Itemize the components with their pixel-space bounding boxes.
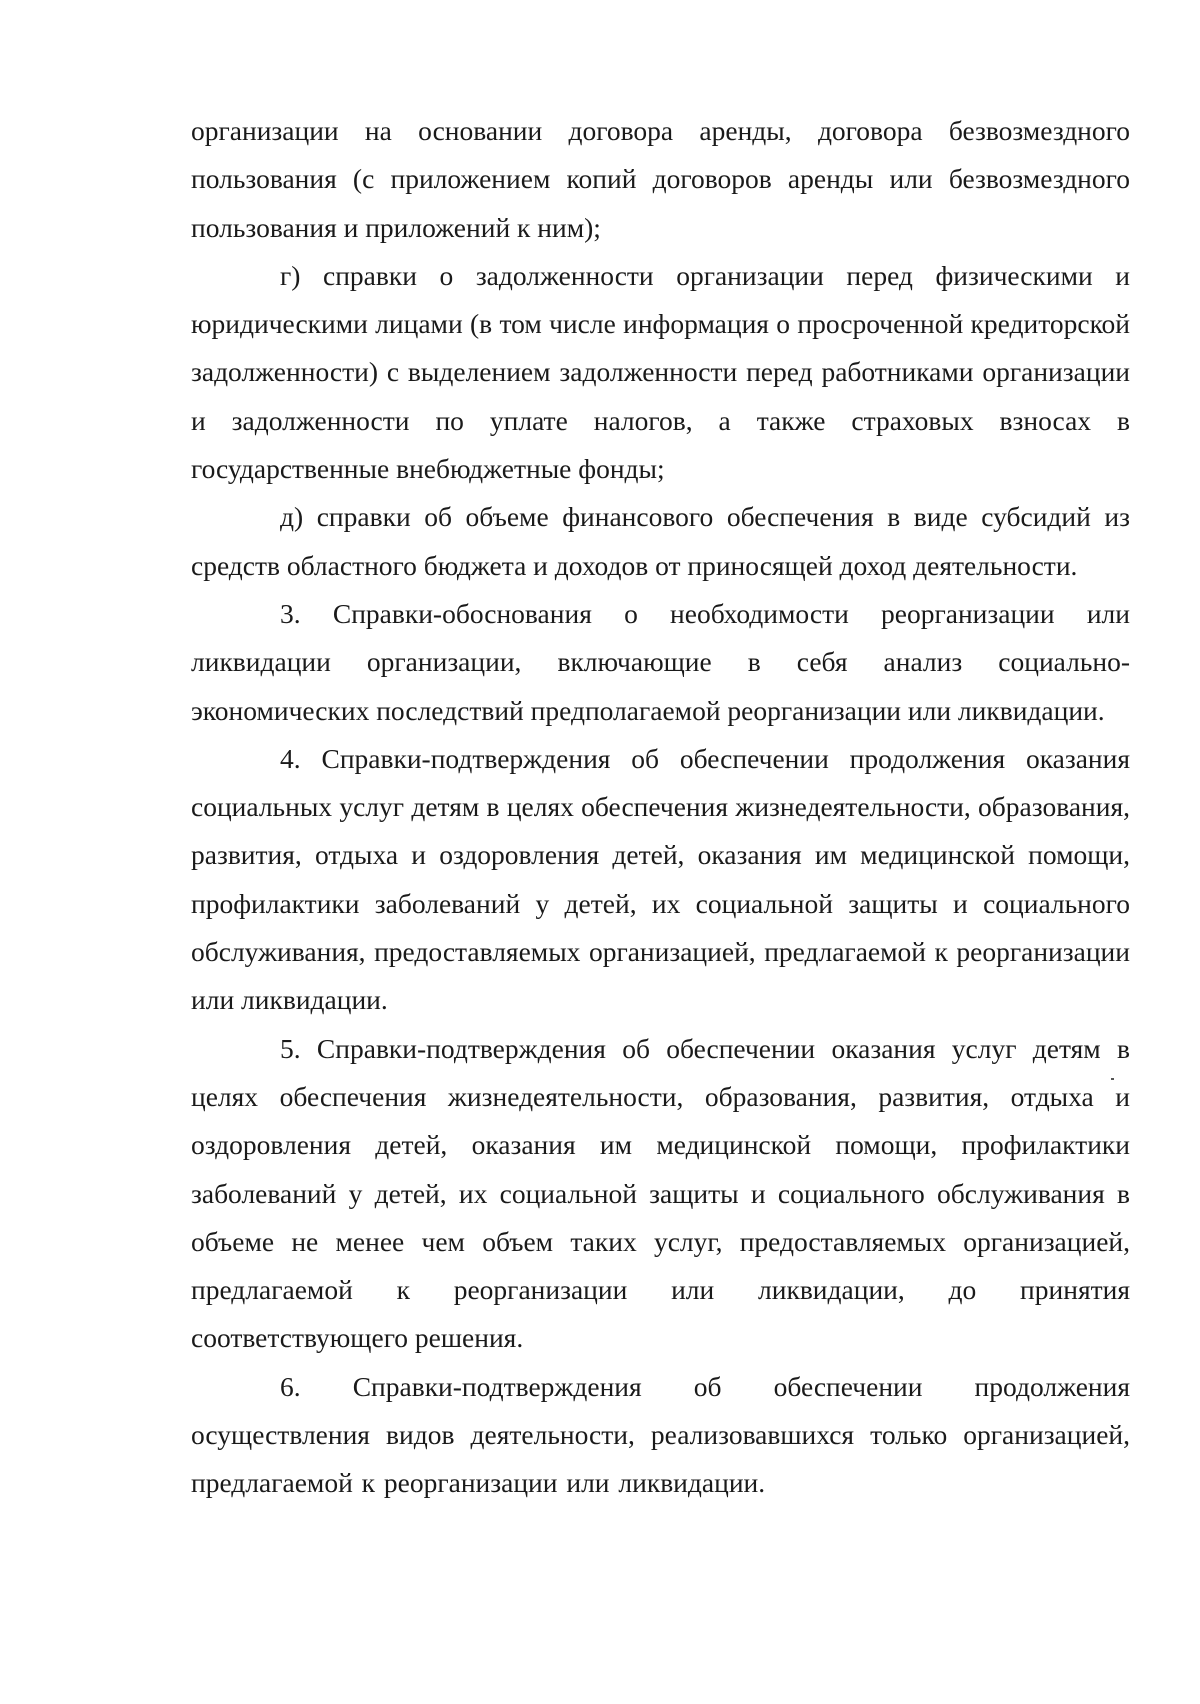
document-body	[191, 107, 1130, 1508]
paragraph-3: 3. Справки-обоснования о необходимости реорганизации или ликвидации организации, включающие в себя анализ социально-экономических последствий предполагаемой реорганизации или ликвидации.	[191, 597, 1130, 726]
paragraph-item-d: д) справки об объеме финансового обеспечения в виде субсидий из средств областного бюджета и доходов от приносящей доход деятельности.	[191, 501, 1130, 581]
paragraph-4: 4. Справки-подтверждения об обеспечении продолжения оказания социальных услуг детям в целях обеспечения жизнедеятельности, образования, развития, отдыха и оздоровления детей, оказания им медицинской помощи, профилактики заболеваний у детей, их социальной защиты и социального обслуживания, предоставляемых организацией, предлагаемой к реорганизации или ликвидации.	[191, 742, 1130, 1016]
paragraph-5: 5. Справки-подтверждения об обеспечении оказания услуг детям в целях обеспечения жизнедеятельности, образования, развития, отдыха и оздоровления детей, оказания им медицинской помощи, профилактики заболеваний у детей, их социальной защиты и социального обслуживания в объеме не менее чем объем таких услуг, предоставляемых организацией, предлагаемой к реорганизации или ликвидации, до принятия соответствующего решения.	[191, 1032, 1130, 1354]
paragraph-6: 6. Справки-подтверждения об обеспечении продолжения осуществления видов деятельности, реализовавшихся только организацией, предлагаемой к реорганизации или ликвидации.	[191, 1370, 1130, 1499]
paragraph-item-g: г) справки о задолженности организации перед физическими и юридическими лицами (в том числе информация о просроченной кредиторской задолженности) с выделением задолженности перед работниками организации и задолженности по уплате налогов, а также страховых взносах в государственные внебюджетные фонды;	[191, 259, 1130, 485]
paragraph-continuation: организации на основании договора аренды, договора безвозмездного пользования (с приложением копий договоров аренды или безвозмездного пользования и приложений к ним);	[191, 115, 1130, 243]
scan-speck	[1111, 1078, 1114, 1080]
